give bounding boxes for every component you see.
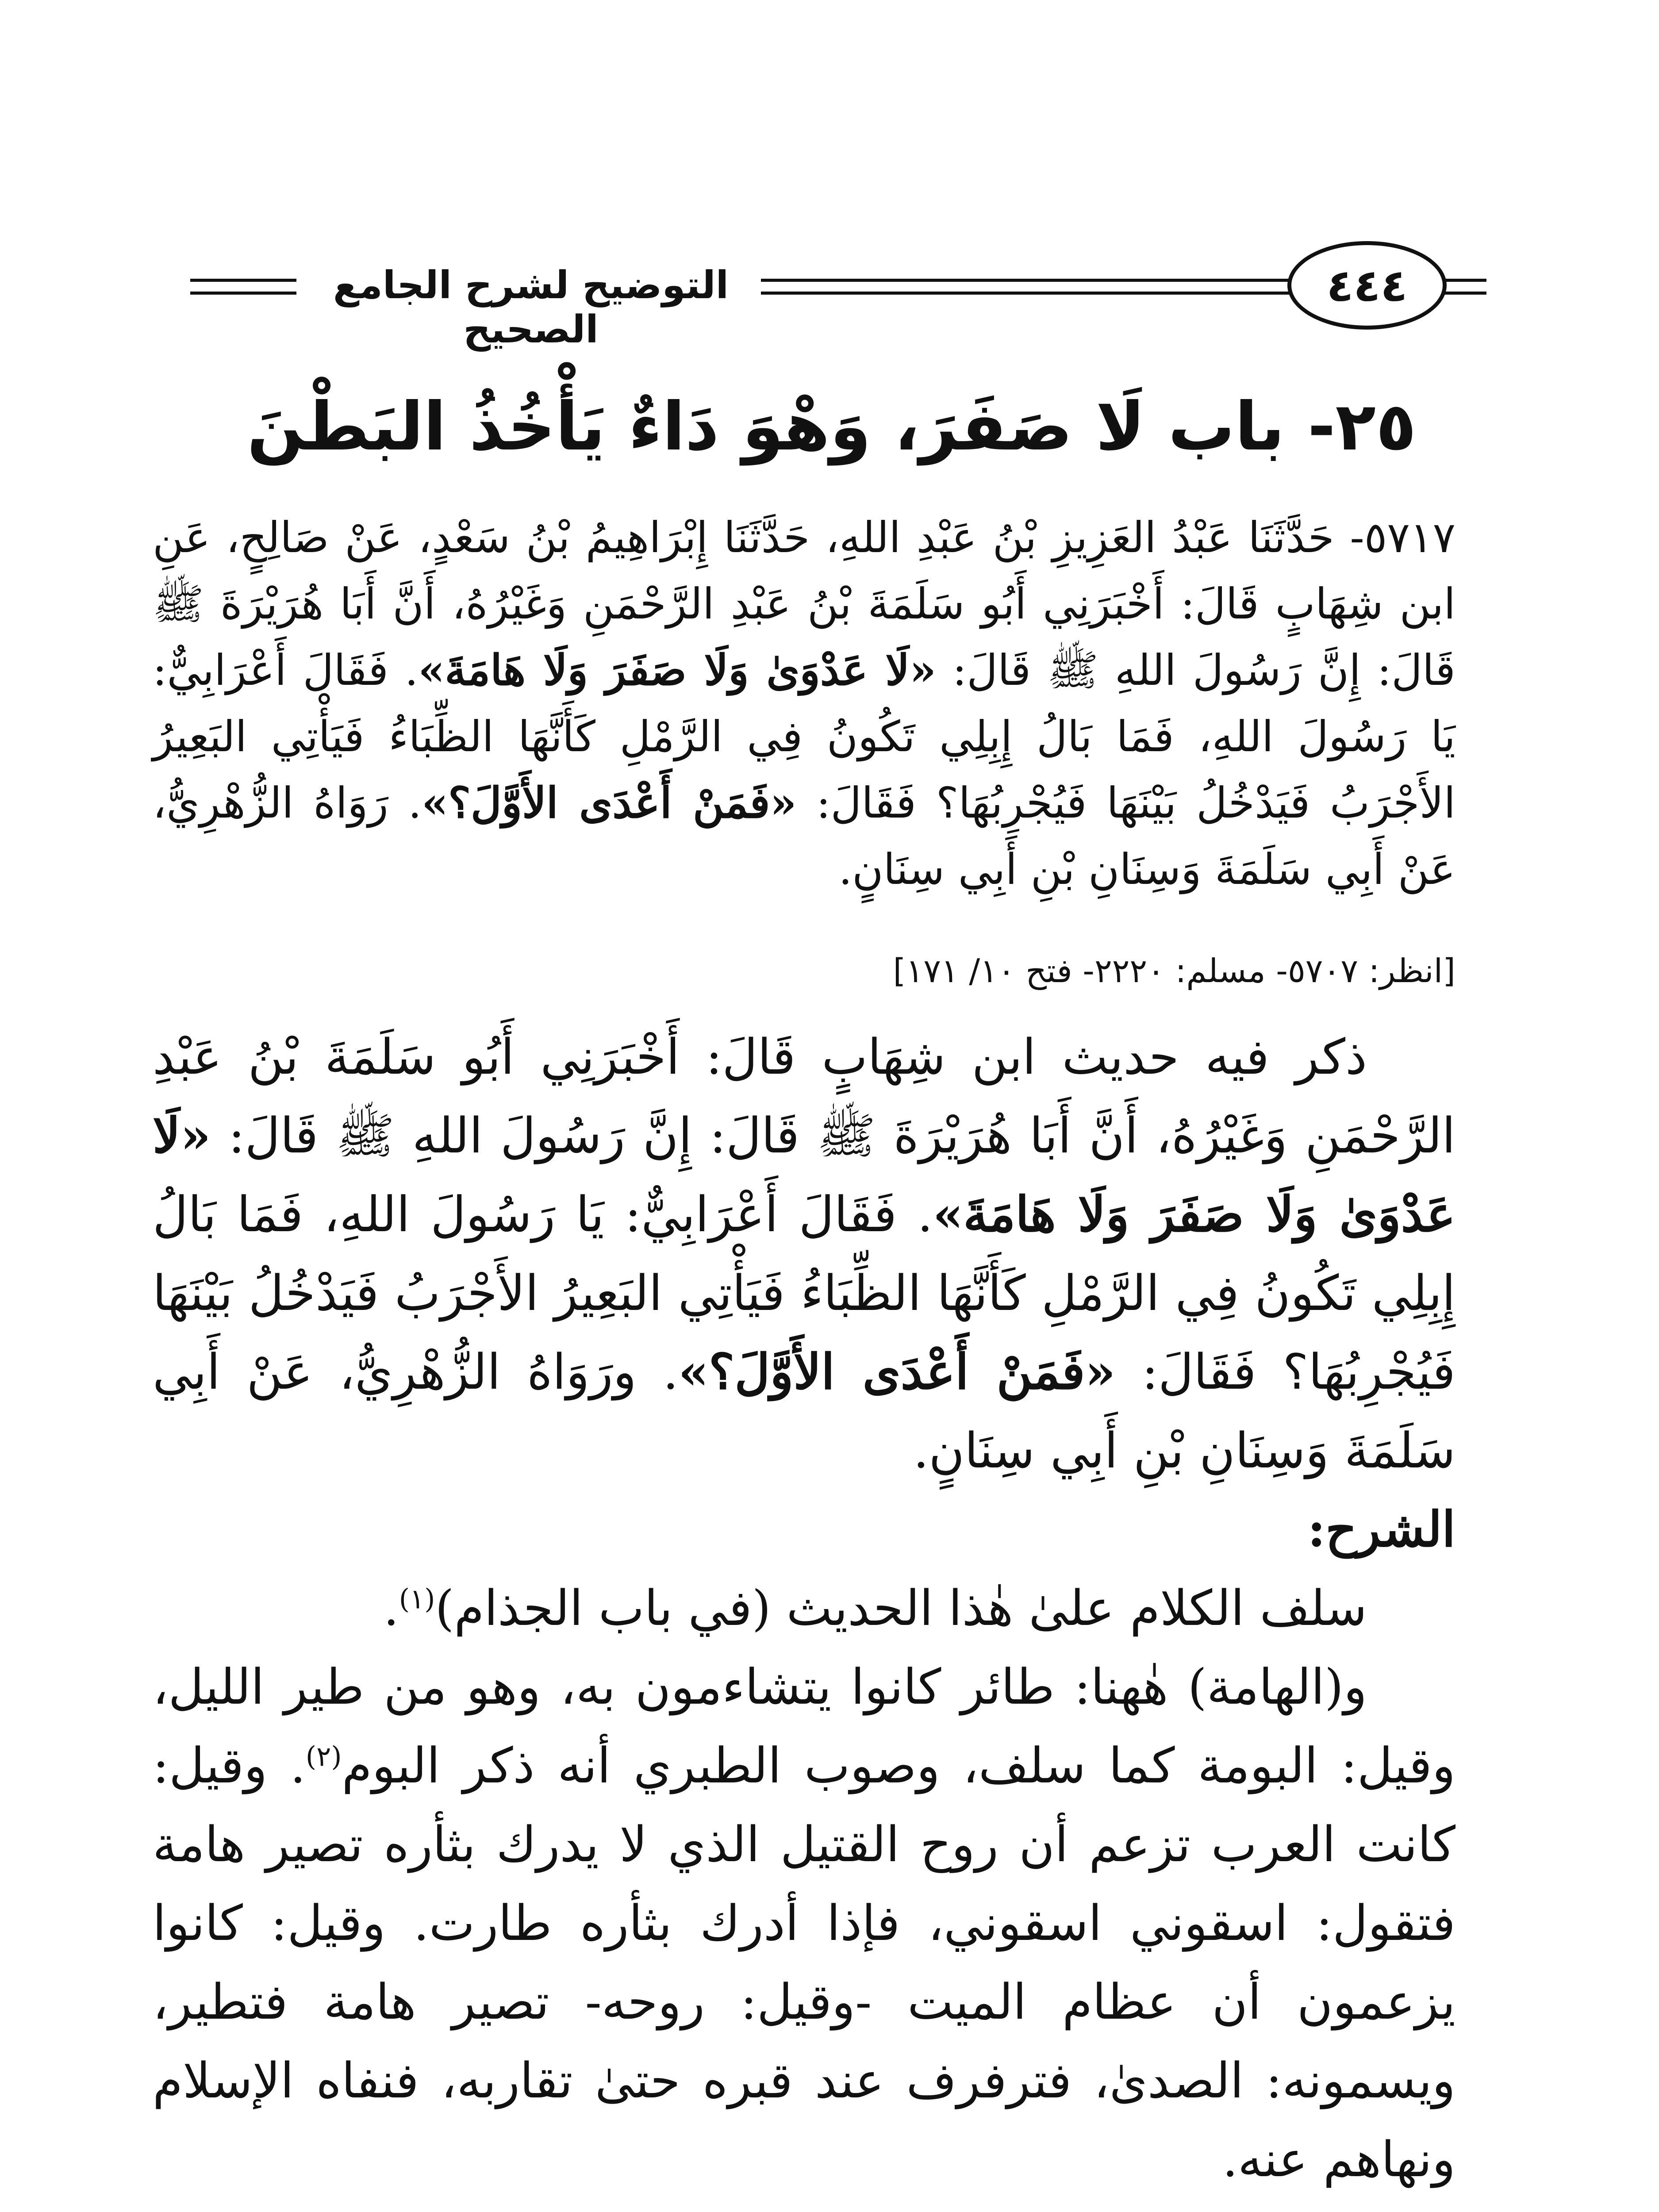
intro-quote-1: «لَا عَدْوَىٰ وَلَا صَفَرَ وَلَا هَامَةَ»: [153, 1107, 1455, 1243]
footnote-ref-1[interactable]: (١): [399, 1582, 435, 1615]
header-rule-left: [190, 279, 296, 295]
page-number: ٤٤٤: [1326, 259, 1408, 311]
commentary-paragraph-2: [153, 1647, 1455, 2199]
hadith-isnad: ٥٧١٧- حَدَّثَنَا عَبْدُ العَزِيزِ بْنُ عَبْدِ اللهِ، حَدَّثَنَا إِبْرَاهِيمُ بْنُ سَعْدٍ، عَنْ صَالِحٍ، عَنِ ابن شِهَابٍ قَالَ: أَخْبَرَنِي أَبُو سَلَمَةَ بْنُ عَبْدِ الرَّحْمَنِ وَغَيْرُهُ، أَنَّ أَبَا هُرَيْرَةَ ﷺ قَالَ: إِنَّ رَسُولَ اللهِ ﷺ قَالَ:: [153, 513, 1456, 695]
hadith-quote-1: «لَا عَدْوَىٰ وَلَا صَفَرَ وَلَا هَامَةَ»: [418, 645, 937, 695]
commentary-paragraph-1: [153, 1569, 1455, 1647]
hadith-reference: [انظر: ٥٧٠٧- مسلم: ٢٢٢٠- فتح ١٠/ ١٧١]: [893, 952, 1455, 990]
intro-quote-2: «فَمَنْ أَعْدَى الأَوَّلَ؟»: [678, 1343, 1116, 1400]
page-number-oval: [1287, 241, 1447, 330]
header-rule-middle: [761, 279, 1371, 295]
para2-text-a: و(الهامة) هٰهنا: طائر كانوا يتشاءمون به، وهو من طير الليل، وقيل: البومة كما سلف، وصوب الطبري أنه ذكر البوم: [153, 1659, 1455, 1794]
hadith-quote-2: «فَمَنْ أَعْدَى الأَوَّلَ؟»: [422, 778, 797, 828]
para1-text: سلف الكلام علىٰ هٰذا الحديث (في باب الجذام): [435, 1580, 1367, 1636]
hadith-body: . فَقَالَ أَعْرَابِيٌّ: يَا رَسُولَ اللهِ، فَمَا بَالُ إِبِلِي تَكُونُ فِي الرَّمْلِ كَأَنَّهَا الظِّبَاءُ فَيَأْتِي البَعِيرُ الأَجْرَبُ فَيَدْخُلُ بَيْنَهَا فَيُجْرِبُهَا؟ فَقَالَ:: [153, 645, 1456, 828]
intro-text: ذكر فيه حديث ابن شِهَابٍ قَالَ: أَخْبَرَنِي أَبُو سَلَمَةَ بْنُ عَبْدِ الرَّحْمَنِ وَغَيْرُهُ، أَنَّ أَبَا هُرَيْرَةَ ﷺ قَالَ: إِنَّ رَسُولَ اللهِ ﷺ قَالَ:: [153, 1029, 1455, 1164]
para1-end: .: [383, 1580, 399, 1636]
footnote-ref-2[interactable]: (٢): [305, 1740, 342, 1773]
chapter-title: ٢٥- باب لَا صَفَرَ، وَهْوَ دَاءٌ يَأْخُذُ البَطْنَ: [247, 388, 1417, 465]
hadith-narration-note: . رَوَاهُ الزُّهْرِيُّ، عَنْ أَبِي سَلَمَةَ وَسِنَانِ بْنِ أَبِي سِنَانٍ.: [153, 778, 1455, 894]
intro-text-3: . ورَوَاهُ الزُّهْرِيُّ، عَنْ أَبِي سَلَمَةَ وَسِنَانِ بْنِ أَبِي سِنَانٍ.: [153, 1344, 1455, 1479]
intro-text-2: . فَقَالَ أَعْرَابِيٌّ: يَا رَسُولَ اللهِ، فَمَا بَالُ إِبِلِي تَكُونُ فِي الرَّمْلِ كَأَنَّهَا الظِّبَاءُ فَيَأْتِي البَعِيرُ الأَجْرَبُ فَيَدْخُلُ بَيْنَهَا فَيُجْرِبُهَا؟ فَقَالَ:: [153, 1186, 1455, 1400]
commentary: [153, 1018, 1455, 2199]
sharh-heading: الشرح:: [1307, 1501, 1455, 1558]
commentary-intro: [153, 1018, 1455, 1490]
para2-text-b: . وقيل: كانت العرب تزعم أن روح القتيل الذي لا يدرك بثأره تصير هامة فتقول: اسقوني اسقوني، فإذا أدرك بثأره طارت. وقيل: كانوا يزعمون أن عظام الميت -وقيل: روحه- تصير هامة فتطير، ويسمونه: الصدىٰ، فترفرف عند قبره حتىٰ تقاربه، فنفاه الإسلام ونهاهم عنه.: [153, 1737, 1455, 2188]
hadith-text: [153, 504, 1455, 902]
running-title: التوضيح لشرح الجامع الصحيح: [310, 263, 752, 352]
running-header: [190, 241, 1486, 352]
